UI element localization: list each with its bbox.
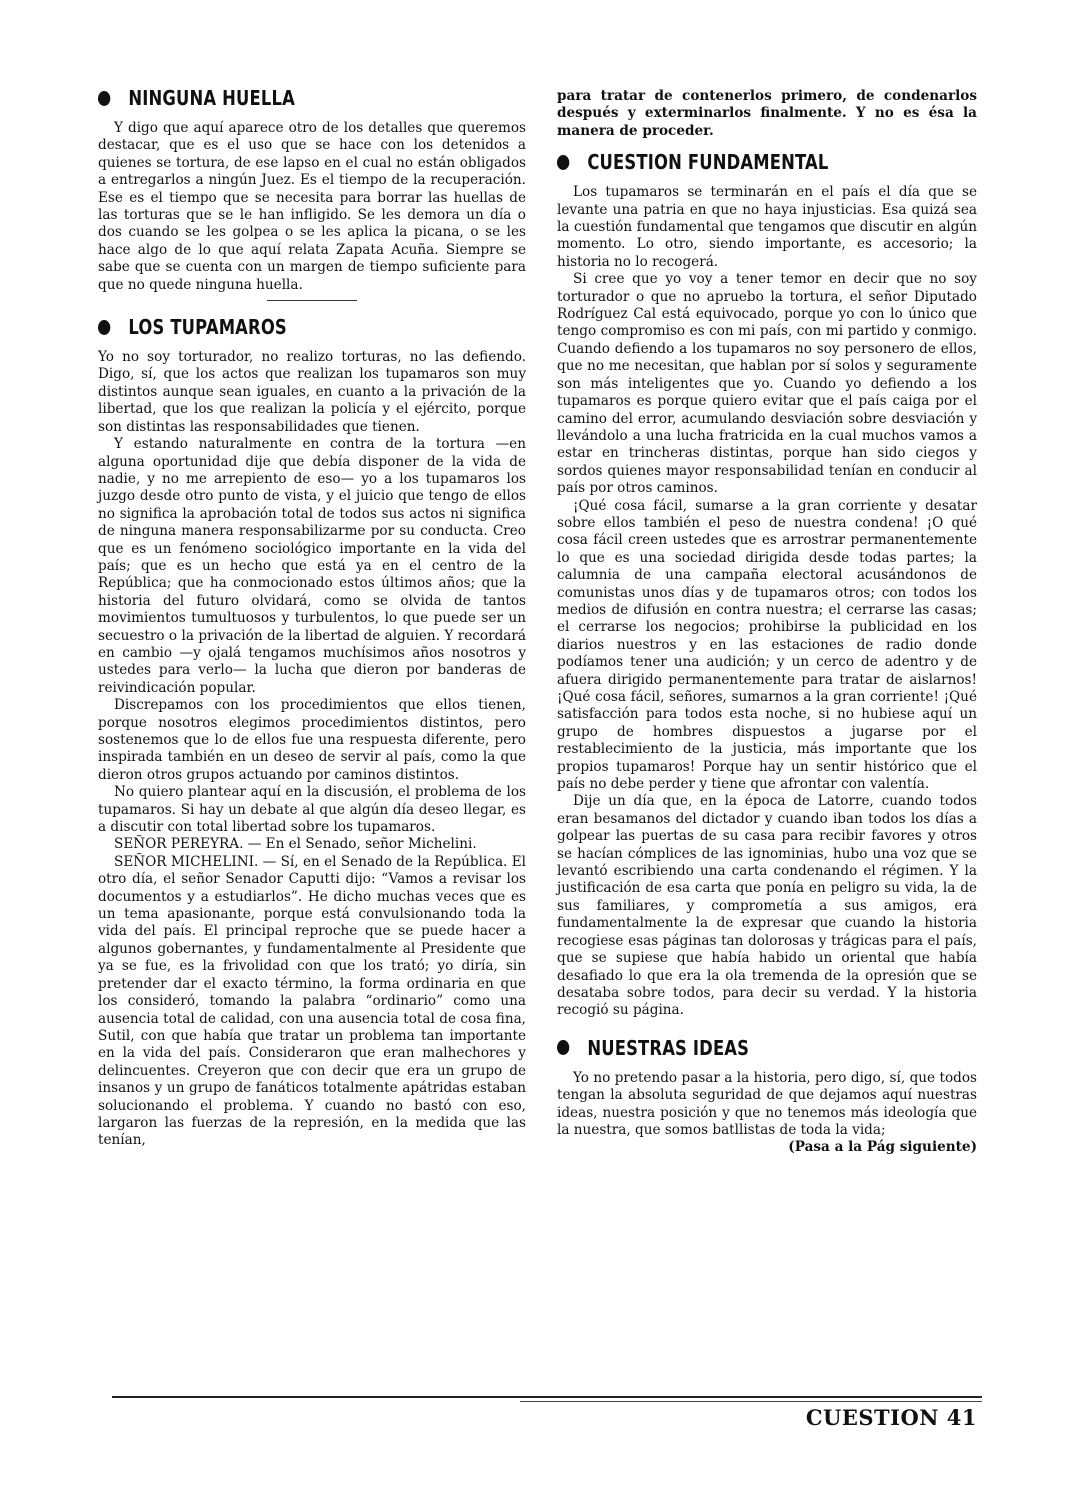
footer-rule — [112, 1396, 982, 1398]
section-heading — [98, 86, 449, 110]
paragraph: SEÑOR MICHELINI. — Sí, en el Senado de la República. El otro día, el señor Senador Caputti dijo: “Vamos a revisar los documentos y a estudiarlos”. He dicho muchas veces que es un tema apasionante, porque está convulsionando toda la vida del país. El principal reproche que se puede hacer a algunos gobernantes, y fundamentalmente al Presidente que ya se fue, es la frivolidad con que los trató; yo diría, sin pretender dar el exacto término, la forma ordinaria en que los consideró, tomando la palabra “ordinario” como una ausencia total de calidad, con una ausencia total de cosa fina, Sutil, con que había que tratar un problema tan importante en la vida del país. Consideraron que eran malhechores y delincuentes. Creyeron que con decir que era un grupo de insanos y un grupo de fanáticos totalmente apátridas estaban solucionando el problema. Y cuando no bastó con eso, largaron las fuerzas de la represión, en la medida que las tenían, — [98, 853, 526, 1149]
paragraph: Discrepamos con los procedimientos que ellos tienen, porque nosotros elegimos procedimientos distintos, pero sostenemos que lo de ellos fue una respuesta diferente, pero inspirada también en un deseo de servir al país, como la que dieron otros grupos actuando por caminos distintos. — [98, 697, 526, 783]
paragraph: Dije un día que, en la época de Latorre, cuando todos eran besamanos del dictador y cuando iban todos los días a golpear las puertas de su casa para recibir favores y otros se hacían cómplices de las ignominias, hubo una voz que se levantó escribiendo una carta condenando el régimen. Y la justificación de esa carta que ponía en peligro su vida, la de sus familiares, y comprometía a sus amigos, era fundamentalmente la de expresar que cuando la historia recogiese esas páginas tan dolorosas y trágicas para el país, que se supiese que había habido un oriental que había desafiado lo que era la ola tremenda de la opresión que se desataba sobre todos, para decir su verdad. Y la historia recogió su página. — [557, 793, 977, 1019]
paragraph: para tratar de contenerlos primero, de condenarlos después y exterminarlos finalmente. Y no es ésa la manera de proceder. — [557, 88, 977, 139]
bullet-icon — [557, 1040, 569, 1055]
footer-rule — [520, 1401, 982, 1402]
paragraph: Yo no pretendo pasar a la historia, pero digo, sí, que todos tengan la absoluta seguridad de que dejamos aquí nuestras ideas, nuestra posición y que no tenemos más ideología que la nuestra, que somos batllistas de toda la vida; — [557, 1069, 977, 1138]
bullet-icon — [98, 320, 110, 335]
paragraph: Yo no soy torturador, no realizo torturas, no las defiendo. Digo, sí, que los actos que realizan los tupamaros son muy distintos aunque sean iguales, en cuanto a la privación de la libertad, que los que realizan la policía y el ejército, porque son distintas las responsabilidades que tienen. — [98, 349, 526, 435]
bullet-icon — [557, 155, 569, 170]
paragraph: Y digo que aquí aparece otro de los detalles que queremos destacar, que es el uso que se hace con los detenidos a quienes se tortura, de ese lapso en el cual no están obligados a entregarlos a ningún Juez. Es el tiempo de la recuperación. Ese es el tiempo que se necesita para borrar las huellas de las torturas que se le han infligido. Se les demora un día o dos cuando se les golpea o se les aplica la picana, o se les hace algo de lo que aquí relata Zapata Acuña. Siempre se sabe que se cuenta con un margen de tiempo suficiente para que no quede ninguna huella. — [98, 120, 526, 293]
bullet-icon — [98, 91, 110, 106]
section-heading — [557, 1036, 901, 1060]
paragraph: No quiero plantear aquí en la discusión, el problema de los tupamaros. Si hay un debate al que algún día deseo llegar, es a discutir con total libertad sobre los tupamaros. — [98, 784, 526, 836]
heading-text: LOS TUPAMAROS — [128, 315, 287, 340]
paragraph: Los tupamaros se terminarán en el país el día que se levante una patria en que no haya injusticias. Esa quizá sea la cuestión fundamental que tengamos que discutir en algún momento. Lo otro, siendo importante, es accesorio; la historia no lo recogerá. — [557, 184, 977, 270]
paragraph: SEÑOR PEREYRA. — En el Senado, señor Michelini. — [114, 836, 477, 853]
section-heading — [557, 150, 901, 174]
heading-text: CUESTION FUNDAMENTAL — [587, 150, 829, 175]
paragraph: Y estando naturalmente en contra de la tortura —en alguna oportunidad dije que debía disponer de la vida de nadie, y no me arrepiento de eso— yo a los tupamaros los juzgo desde otro punto de vista, y el juicio que tengo de ellos no significa la aprobación total de todos sus actos ni significa de ninguna manera responsabilizarme por su conducta. Creo que es un fenómeno sociológico importante en la vida del país; que es un hecho que está ya en el centro de la República; que ha conmocionado estos últimos años; que la historia del futuro olvidará, como se olvida de tantos movimientos tumultuosos y turbulentos, lo que puede ser un secuestro o la privación de la libertad de alguien. Y recordará en cambio —y ojalá tengamos muchísimos años nosotros y ustedes para verlo— la lucha que dieron por banderas de reivindicación popular. — [98, 436, 526, 696]
heading-text: NUESTRAS IDEAS — [587, 1035, 750, 1060]
left-column — [98, 86, 526, 1150]
right-column — [557, 88, 977, 1157]
paragraph: Si cree que yo voy a tener temor en decir que no soy torturador o que no apruebo la tortura, el señor Diputado Rodríguez Cal está equivocado, porque yo con lo único que tengo compromiso es con mi país, con mi partido y conmigo. Cuando defiendo a los tupamaros no soy personero de ellos, que no me necesitan, que hablan por sí solos y seguramente son más inteligentes que yo. Cuando yo defiendo a los tupamaros es porque quiero evitar que el país caiga por el camino del error, acumulando desviación sobre desviación y llevándolo a una lucha fratricida en la cual muchos vamos a estar en trincheras distintas, porque han sido ciegos y sordos quienes mayor responsabilidad tenían en conducir al país por otros caminos. — [557, 271, 977, 497]
continuation-note: (Pasa a la Pág siguiente) — [788, 1139, 977, 1156]
paragraph: ¡Qué cosa fácil, sumarse a la gran corriente y desatar sobre ellos también el peso de nuestra condena! ¡O qué cosa fácil creen ustedes que es arrostrar permanentemente lo que es una sociedad dirigida desde todas partes; la calumnia de una campaña electoral acusándonos de comunistas unos días y de tupamaros otros; con todos los medios de difusión en contra nuestra; el cerrarse las casas; el cerrarse los negocios; prohibirse la publicidad en los diarios nuestros y en las estaciones de radio donde podíamos tener una audición; y un cerco de adentro y de afuera dirigido permanentemente para tratar de aislarnos! ¡Qué cosa fácil, señores, sumarnos a la gran corriente! ¡Qué satisfacción para todos esta noche, si no hubiese aquí un grupo de hombres dispuestos a jugarse por el restablecimiento de la justicia, más importante que los propios tupamaros! Porque hay un sentir histórico que el país no debe perder y tiene que afrontar con valentía. — [557, 497, 977, 793]
heading-text: NINGUNA HUELLA — [128, 86, 295, 110]
page-footer: CUESTION 41 — [805, 1405, 977, 1430]
divider — [267, 300, 357, 301]
section-heading — [98, 315, 449, 339]
